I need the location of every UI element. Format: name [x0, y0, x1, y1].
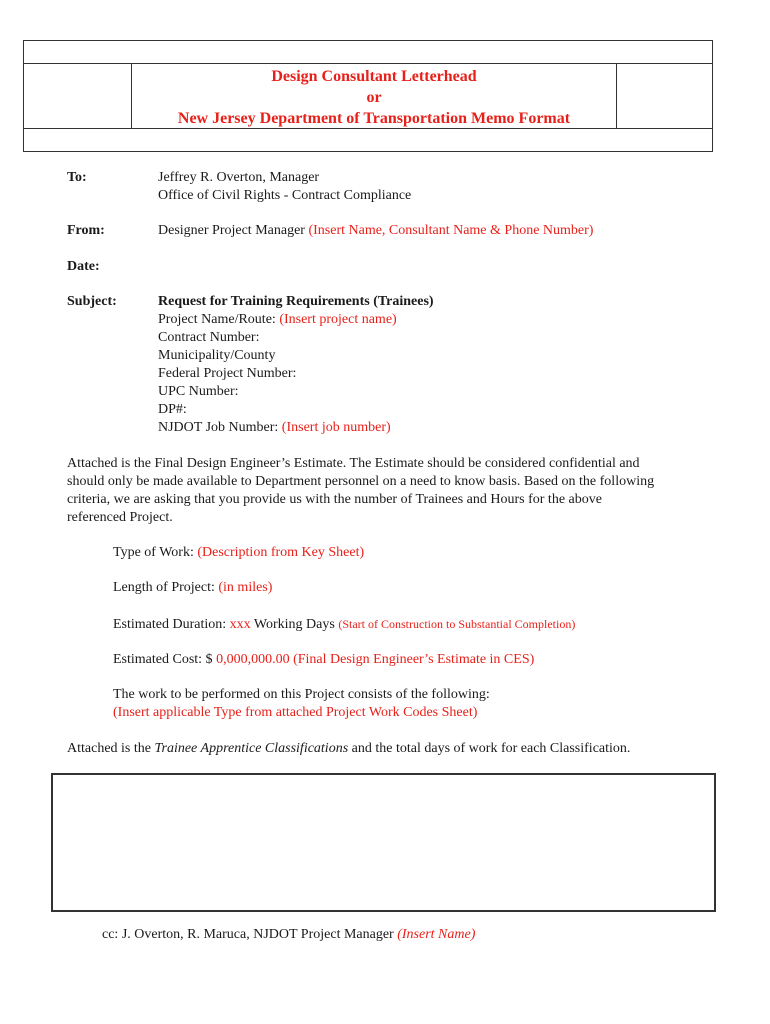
letterhead-title-line2: or — [366, 89, 382, 106]
njdot-job-placeholder: (Insert job number) — [281, 420, 391, 435]
letterhead-title-line1: Design Consultant Letterhead — [271, 68, 477, 85]
to-office: Office of Civil Rights - Contract Compliance — [158, 188, 412, 203]
attached-line — [67, 740, 630, 758]
njdot-job-line — [158, 419, 434, 437]
subject-title: Request for Training Requirements (Trainees) — [158, 294, 434, 309]
date-label: Date: — [67, 259, 100, 274]
length-label: Length of Project: — [113, 580, 219, 595]
type-of-work-placeholder: (Description from Key Sheet) — [197, 545, 365, 560]
letterhead-title-box — [131, 63, 617, 129]
subject-block — [158, 293, 434, 437]
duration-line — [113, 615, 575, 634]
project-name-label: Project Name/Route: — [158, 312, 280, 327]
letterhead-top-divider-right — [616, 63, 713, 64]
work-block — [113, 686, 490, 722]
cost-line — [113, 651, 534, 669]
duration-xxx: xxx — [229, 617, 251, 632]
cc-text: cc: J. Overton, R. Maruca, NJDOT Project Manager — [102, 927, 398, 942]
type-of-work-line — [113, 544, 364, 562]
upc-number: UPC Number: — [158, 384, 239, 399]
dp-number: DP#: — [158, 402, 187, 417]
federal-project-number: Federal Project Number: — [158, 366, 297, 381]
type-of-work-label: Type of Work: — [113, 545, 198, 560]
intro-paragraph — [67, 455, 654, 527]
project-name-placeholder: (Insert project name) — [279, 312, 397, 327]
intro-paragraph-line: Attached is the Final Design Engineer’s Estimate. The Estimate should be considered confidential and — [67, 456, 640, 471]
attached-italic: Trainee Apprentice Classifications — [154, 741, 349, 756]
intro-paragraph-line: referenced Project. — [67, 510, 173, 525]
cc-placeholder: (Insert Name) — [397, 927, 476, 942]
duration-days: Working Days — [250, 617, 339, 632]
from-value: Designer Project Manager — [158, 223, 309, 238]
from-line — [158, 222, 593, 240]
to-label: To: — [67, 170, 87, 185]
duration-label: Estimated Duration: — [113, 617, 230, 632]
subject-label: Subject: — [67, 294, 117, 309]
classification-attachment-box — [51, 773, 716, 912]
work-placeholder: (Insert applicable Type from attached Project Work Codes Sheet) — [113, 705, 478, 720]
cc-line — [102, 926, 475, 944]
to-name: Jeffrey R. Overton, Manager — [158, 170, 320, 185]
municipality-county: Municipality/County — [158, 348, 276, 363]
njdot-job-label: NJDOT Job Number: — [158, 420, 282, 435]
intro-paragraph-line: criteria, we are asking that you provide us with the number of Trainees and Hours for the above — [67, 492, 602, 507]
attached-suffix: and the total days of work for each Classification. — [348, 741, 631, 756]
contract-number: Contract Number: — [158, 330, 260, 345]
intro-paragraph-line: should only be made available to Department personnel on a need to know basis. Based on the following — [67, 474, 655, 489]
work-line: The work to be performed on this Project consists of the following: — [113, 687, 490, 702]
from-placeholder: (Insert Name, Consultant Name & Phone Number) — [308, 223, 594, 238]
letterhead-bottom-divider-right — [616, 128, 713, 129]
cost-placeholder: 0,000,000.00 (Final Design Engineer’s Estimate in CES) — [216, 652, 535, 667]
length-line — [113, 579, 272, 597]
from-label: From: — [67, 223, 105, 238]
letterhead-title-line3: New Jersey Department of Transportation Memo Format — [177, 110, 571, 127]
attached-prefix: Attached is the — [67, 741, 155, 756]
cost-label: Estimated Cost: $ — [113, 652, 217, 667]
length-placeholder: (in miles) — [218, 580, 273, 595]
letterhead-top-divider — [23, 63, 131, 64]
duration-placeholder: (Start of Construction to Substantial Completion) — [338, 617, 576, 631]
letterhead-bottom-divider — [23, 128, 131, 129]
project-name-line — [158, 311, 434, 329]
